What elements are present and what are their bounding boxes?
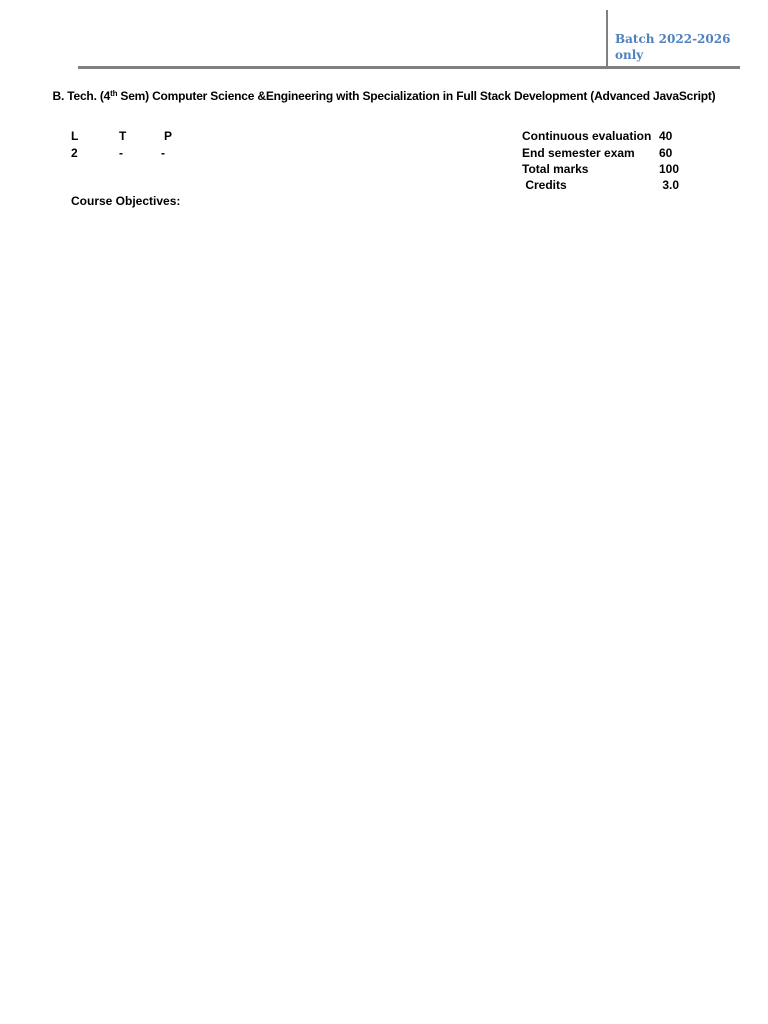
batch-note-line-2: only	[615, 48, 644, 62]
ltp-value-t: -	[119, 146, 123, 160]
marks-value-credits: 3.0	[659, 178, 680, 192]
marks-value-total: 100	[659, 162, 680, 176]
ltp-header-l: L	[71, 129, 79, 143]
course-objectives-heading: Course Objectives:	[71, 194, 181, 208]
course-title-prefix: B. Tech. (4	[52, 89, 111, 103]
batch-note	[615, 31, 735, 63]
course-title	[0, 89, 768, 103]
marks-label-continuous: Continuous evaluation	[522, 129, 652, 143]
marks-label-credits: Credits	[522, 178, 567, 192]
marks-label-total: Total marks	[522, 162, 589, 176]
header-rule	[78, 66, 740, 69]
header-divider	[606, 10, 608, 68]
marks-value-end-sem: 60	[659, 146, 673, 160]
marks-label-end-sem: End semester exam	[522, 146, 635, 160]
ltp-value-p: -	[161, 146, 165, 160]
ltp-header-p: P	[164, 129, 173, 143]
marks-value-continuous: 40	[659, 129, 673, 143]
course-title-suffix: Sem) Computer Science &Engineering with Specialization in Full Stack Development (Advanced JavaScript)	[117, 89, 716, 103]
batch-note-line-1: Batch 2022-2026	[615, 32, 731, 46]
ltp-header-t: T	[119, 129, 127, 143]
course-title-superscript: th	[110, 89, 118, 98]
ltp-value-l: 2	[71, 146, 78, 160]
